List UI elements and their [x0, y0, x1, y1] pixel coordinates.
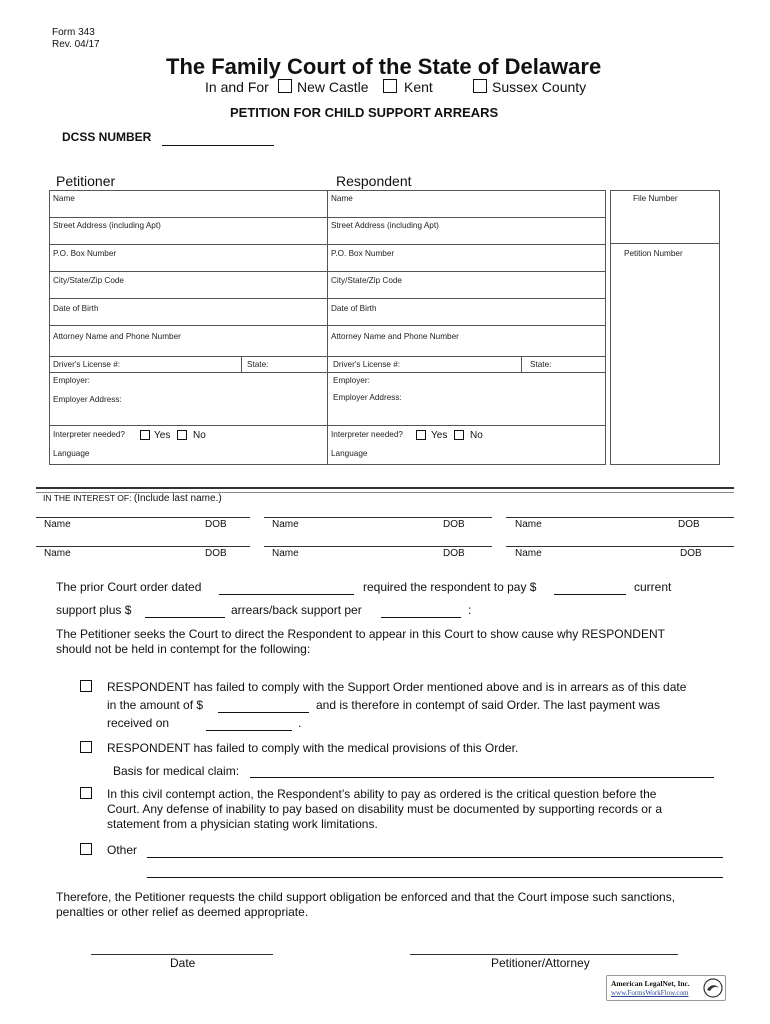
option-disability-checkbox[interactable]	[80, 787, 92, 799]
respondent-no-label: No	[470, 430, 483, 441]
row-line	[49, 217, 606, 218]
new-castle-checkbox[interactable]	[278, 79, 292, 93]
petitioner-state-field[interactable]: State:	[247, 360, 269, 369]
child-name-label: Name	[272, 519, 299, 530]
option-arrears-checkbox[interactable]	[80, 680, 92, 692]
option-other-checkbox[interactable]	[80, 843, 92, 855]
date-label: Date	[170, 956, 196, 970]
sussex-checkbox[interactable]	[473, 79, 487, 93]
child-name-label: Name	[515, 519, 542, 530]
petitioner-street-field[interactable]: Street Address (including Apt)	[53, 221, 161, 230]
child-name-label: Name	[44, 519, 71, 530]
other-field-line-2[interactable]	[147, 877, 723, 878]
basis-medical-label: Basis for medical claim:	[113, 764, 240, 778]
option-medical-text: RESPONDENT has failed to comply with the medical provisions of this Order.	[107, 741, 519, 755]
petition-number-label: Petition Number	[624, 249, 683, 258]
petitioner-yes-label: Yes	[154, 430, 171, 441]
therefore-line-2: penalties or other relief as deemed appropriate.	[56, 905, 309, 919]
petitioner-interpreter-label: Interpreter needed?	[53, 430, 125, 439]
child-dob-label: DOB	[678, 519, 700, 530]
interest-label-text: IN THE INTEREST OF:	[43, 493, 132, 503]
respondent-yes-label: Yes	[431, 430, 448, 441]
petitioner-signature-line[interactable]	[410, 954, 678, 955]
child-4-field[interactable]	[36, 546, 250, 547]
row-line	[49, 298, 606, 299]
petition-number-box[interactable]	[610, 244, 720, 465]
petitioner-heading: Petitioner	[56, 173, 116, 189]
respondent-license-field[interactable]: Driver's License #:	[333, 360, 401, 369]
respondent-dob-field[interactable]: Date of Birth	[331, 304, 377, 313]
option-arrears-received-text: received on	[107, 716, 170, 730]
child-name-label: Name	[44, 548, 71, 559]
petitioner-name-field[interactable]: Name	[53, 194, 75, 203]
form-number: Form 343	[52, 27, 95, 38]
last-payment-date-field[interactable]	[206, 730, 292, 731]
respondent-street-field[interactable]: Street Address (including Apt)	[331, 221, 439, 230]
petitioner-employer-field[interactable]: Employer:	[53, 376, 90, 385]
required-text: required the respondent to pay $	[363, 580, 537, 594]
arrears-period-field[interactable]	[381, 617, 461, 618]
interest-label	[43, 494, 222, 504]
kent-label: Kent	[404, 79, 433, 95]
petitioner-city-field[interactable]: City/State/Zip Code	[53, 276, 124, 285]
child-dob-label: DOB	[443, 519, 465, 530]
option-other-label: Other	[107, 843, 138, 857]
petitioner-pobox-field[interactable]: P.O. Box Number	[53, 249, 117, 258]
petitioner-license-field[interactable]: Driver's License #:	[53, 360, 121, 369]
respondent-attorney-field[interactable]: Attorney Name and Phone Number	[331, 332, 459, 341]
prior-order-date-field[interactable]	[219, 594, 354, 595]
child-dob-label: DOB	[680, 548, 702, 559]
current-text: current	[634, 580, 672, 594]
petitioner-no-label: No	[193, 430, 206, 441]
option-arrears-period: .	[298, 716, 302, 730]
respondent-pobox-field[interactable]: P.O. Box Number	[331, 249, 395, 258]
prior-order-text: The prior Court order dated	[56, 580, 202, 594]
date-signature-line[interactable]	[91, 954, 273, 955]
publisher-url: www.FormsWorkFlow.com	[611, 989, 689, 997]
other-field[interactable]	[147, 857, 723, 858]
row-line	[49, 271, 606, 272]
option-arrears-contempt-text: and is therefore in contempt of said Order. The last payment was	[316, 698, 660, 712]
option-medical-checkbox[interactable]	[80, 741, 92, 753]
child-3-field[interactable]	[506, 517, 734, 518]
petitioner-dob-field[interactable]: Date of Birth	[53, 304, 99, 313]
petitioner-interpreter-yes-checkbox[interactable]	[140, 430, 150, 440]
row-line	[49, 425, 606, 426]
respondent-interpreter-no-checkbox[interactable]	[454, 430, 464, 440]
row-line	[49, 244, 606, 245]
respondent-interpreter-label: Interpreter needed?	[331, 430, 403, 439]
child-1-field[interactable]	[36, 517, 250, 518]
petitioner-attorney-label: Petitioner/Attorney	[491, 956, 590, 970]
new-castle-label: New Castle	[297, 79, 369, 95]
respondent-interpreter-yes-checkbox[interactable]	[416, 430, 426, 440]
petitioner-employer-address-field[interactable]: Employer Address:	[53, 395, 122, 404]
option-arrears-amount-text: in the amount of $	[107, 698, 204, 712]
dcss-number-field[interactable]	[162, 145, 274, 146]
parties-divider	[327, 190, 328, 465]
interest-hint: (Include last name.)	[133, 493, 222, 504]
court-title: The Family Court of the State of Delaware	[166, 54, 602, 79]
child-name-label: Name	[272, 548, 299, 559]
dcss-label: DCSS NUMBER	[62, 130, 152, 144]
form-revision: Rev. 04/17	[52, 39, 100, 50]
petitioner-attorney-field[interactable]: Attorney Name and Phone Number	[53, 332, 181, 341]
kent-checkbox[interactable]	[383, 79, 397, 93]
respondent-employer-address-field[interactable]: Employer Address:	[333, 393, 402, 402]
publisher-logo-icon	[703, 978, 723, 998]
row-line	[49, 372, 606, 373]
child-2-field[interactable]	[264, 517, 492, 518]
file-number-label: File Number	[633, 194, 678, 203]
child-name-label: Name	[515, 548, 542, 559]
respondent-city-field[interactable]: City/State/Zip Code	[331, 276, 402, 285]
petitioner-language-field[interactable]: Language	[53, 449, 90, 458]
in-and-for-label: In and For	[205, 79, 269, 95]
seeks-line-1: The Petitioner seeks the Court to direct the Respondent to appear in this Court to show cause why RESPONDENT	[56, 627, 665, 641]
row-line	[49, 356, 606, 357]
arrears-colon: :	[468, 603, 472, 617]
state-divider	[241, 356, 242, 372]
sussex-label: Sussex County	[492, 79, 587, 95]
option-disability-line-3: statement from a physician stating work limitations.	[107, 817, 378, 831]
respondent-language-field[interactable]: Language	[331, 449, 368, 458]
option-arrears-line-1: RESPONDENT has failed to comply with the Support Order mentioned above and is in arrears as of this date	[107, 680, 687, 694]
petition-title: PETITION FOR CHILD SUPPORT ARREARS	[230, 105, 499, 120]
child-6-field[interactable]	[506, 546, 734, 547]
child-dob-label: DOB	[205, 519, 227, 530]
petitioner-interpreter-no-checkbox[interactable]	[177, 430, 187, 440]
arrears-as-of-amount-field[interactable]	[218, 712, 309, 713]
arrears-amount-field[interactable]	[145, 617, 225, 618]
state-divider	[521, 356, 522, 372]
seeks-line-2: should not be held in contempt for the following:	[56, 642, 311, 656]
respondent-name-field[interactable]: Name	[331, 194, 353, 203]
respondent-state-field[interactable]: State:	[530, 360, 552, 369]
basis-medical-field[interactable]	[250, 777, 714, 778]
option-disability-line-2: Court. Any defense of inability to pay based on disability must be documented by supporting records or a	[107, 802, 662, 816]
respondent-heading: Respondent	[336, 173, 412, 189]
row-line	[49, 325, 606, 326]
publisher-stamp	[606, 975, 726, 1001]
child-dob-label: DOB	[205, 548, 227, 559]
current-support-amount-field[interactable]	[554, 594, 626, 595]
child-dob-label: DOB	[443, 548, 465, 559]
support-plus-text: support plus $	[56, 603, 132, 617]
respondent-employer-field[interactable]: Employer:	[333, 376, 370, 385]
option-disability-line-1: In this civil contempt action, the Respondent’s ability to pay as ordered is the critical question before the	[107, 787, 657, 801]
arrears-per-text: arrears/back support per	[231, 603, 362, 617]
therefore-line-1: Therefore, the Petitioner requests the child support obligation be enforced and that the Court impose such sanctions,	[56, 890, 676, 904]
publisher-name: American LegalNet, Inc.	[611, 979, 690, 988]
child-5-field[interactable]	[264, 546, 492, 547]
